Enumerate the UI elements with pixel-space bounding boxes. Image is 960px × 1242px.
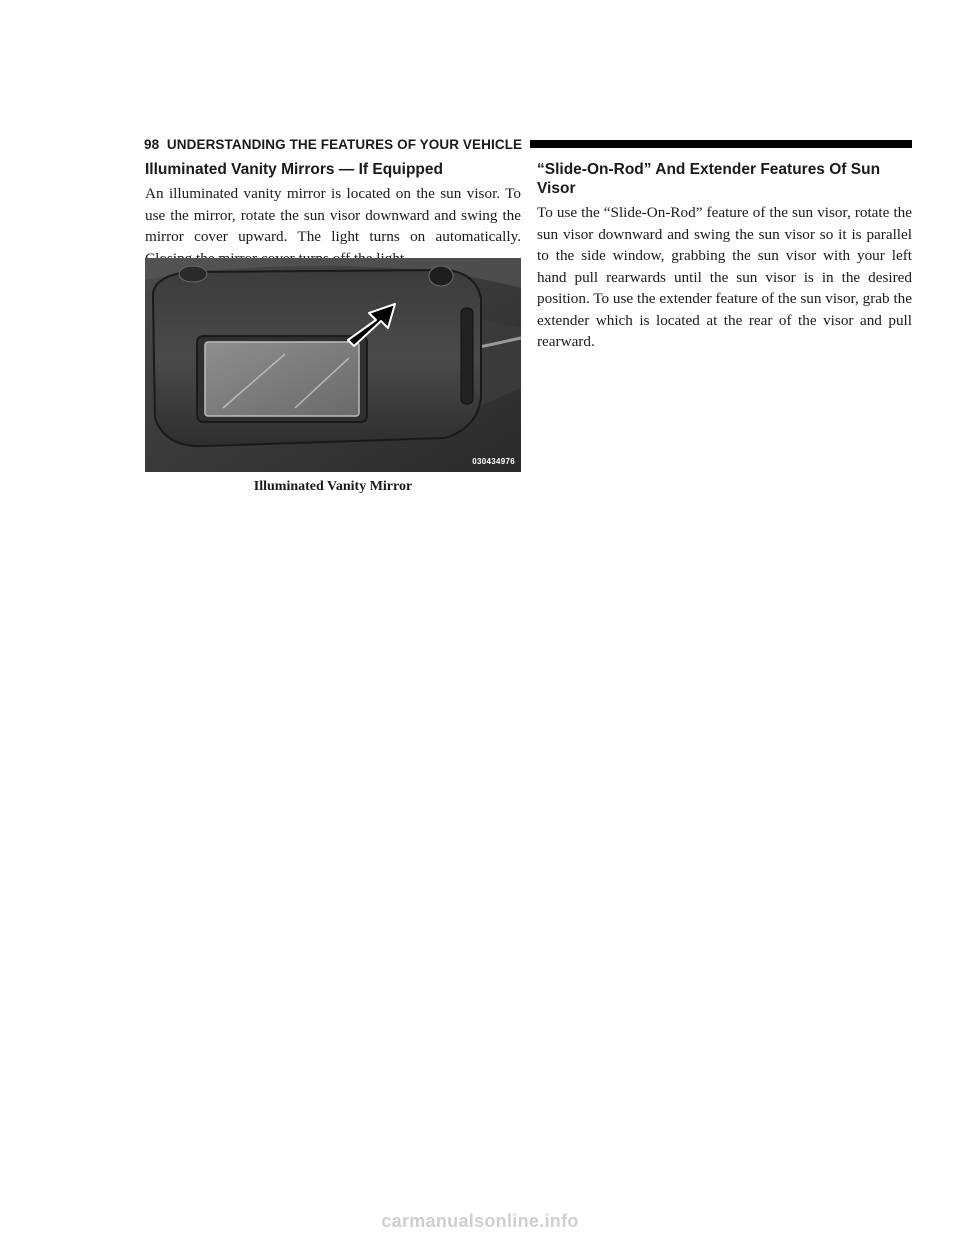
section-title: UNDERSTANDING THE FEATURES OF YOUR VEHICLE <box>166 136 523 152</box>
figure-caption: Illuminated Vanity Mirror <box>253 479 413 494</box>
figure-code: 030434976 <box>472 457 515 466</box>
page-header-text <box>144 137 530 152</box>
watermark: carmanualsonline.info <box>381 1211 579 1231</box>
slide-on-rod-heading: “Slide-On-Rod” And Extender Features Of Sun Visor <box>537 161 881 197</box>
page-number: 98 <box>144 136 160 152</box>
left-column <box>145 160 521 269</box>
sun-visor-illustration <box>145 258 521 472</box>
header-rule <box>530 140 912 148</box>
right-column <box>537 160 912 353</box>
vanity-mirror-paragraph: An illuminated vanity mirror is located on the sun visor. To use the mirror, rotate the sun visor downward and swing the mirror cover upward. The light turns on automatically. <box>145 185 521 245</box>
slide-on-rod-paragraph: To use the “Slide-On-Rod” feature of the sun visor, rotate the sun visor downward and swing the sun visor so it is parallel to the side window, grabbing the sun visor with your left hand pull rearwards until the sun visor is in the desired position. To use the extender feature of the sun visor, grab the extender which is located at the rear of the visor and pull rearward. <box>537 204 912 350</box>
vanity-mirror-heading: Illuminated Vanity Mirrors — If Equipped <box>145 161 443 178</box>
vanity-mirror-figure <box>145 258 521 472</box>
page-header <box>144 136 912 152</box>
